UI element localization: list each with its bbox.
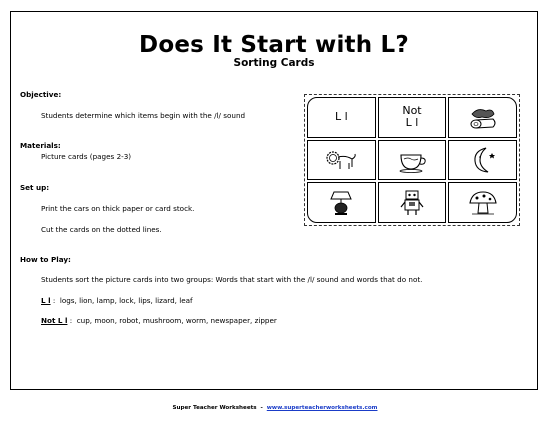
objective-heading: Objective: bbox=[20, 90, 62, 99]
card-logs bbox=[448, 97, 517, 138]
page-footer bbox=[0, 405, 550, 411]
how-to-play-text: Students sort the picture cards into two groups: Words that start with the /l/ sound and words that do not. bbox=[41, 275, 423, 284]
moon-icon bbox=[466, 145, 500, 175]
not-ll-words-line bbox=[41, 316, 277, 325]
not-ll-label: Not L l bbox=[41, 316, 68, 325]
ll-separator: : bbox=[50, 296, 60, 305]
mushroom-icon bbox=[466, 188, 500, 218]
card-cup bbox=[378, 140, 447, 181]
card-robot bbox=[378, 182, 447, 223]
ll-words-line bbox=[41, 296, 193, 305]
footer-separator: - bbox=[256, 405, 267, 411]
lamp-icon bbox=[324, 188, 358, 218]
card-not-letters: L l bbox=[405, 116, 419, 130]
not-ll-words: cup, moon, robot, mushroom, worm, newspaper, zipper bbox=[76, 316, 277, 325]
objective-text: Students determine which items begin with the /l/ sound bbox=[41, 111, 246, 120]
materials-text: Picture cards (pages 2-3) bbox=[41, 152, 132, 161]
setup-heading: Set up: bbox=[20, 183, 50, 192]
card-ll-header bbox=[307, 97, 376, 138]
not-ll-separator: : bbox=[67, 316, 77, 325]
robot-icon bbox=[395, 188, 429, 218]
card-mushroom bbox=[448, 182, 517, 223]
sorting-cards-preview bbox=[304, 94, 520, 226]
how-to-play-heading: How to Play: bbox=[20, 255, 71, 264]
footer-brand: Super Teacher Worksheets bbox=[172, 405, 257, 411]
page-title: Does It Start with L? bbox=[139, 32, 409, 58]
card-not-ll-header bbox=[378, 97, 447, 138]
card-lion bbox=[307, 140, 376, 181]
page-subtitle: Sorting Cards bbox=[233, 57, 315, 69]
logs-icon bbox=[466, 102, 500, 132]
card-not-ll-label bbox=[402, 105, 421, 129]
materials-heading: Materials: bbox=[20, 141, 61, 150]
ll-label: L l bbox=[41, 296, 51, 305]
setup-step-2: Cut the cards on the dotted lines. bbox=[41, 225, 162, 234]
card-not-word: Not bbox=[402, 104, 422, 118]
lion-icon bbox=[324, 145, 358, 175]
card-moon bbox=[448, 140, 517, 181]
cup-icon bbox=[395, 145, 429, 175]
worksheet-page bbox=[10, 11, 538, 390]
ll-words: logs, lion, lamp, lock, lips, lizard, leaf bbox=[59, 296, 193, 305]
card-ll-label: L l bbox=[334, 110, 348, 124]
card-lamp bbox=[307, 182, 376, 223]
footer-website-link[interactable]: www.superteacherworksheets.com bbox=[266, 405, 378, 411]
setup-step-1: Print the cars on thick paper or card stock. bbox=[41, 204, 195, 213]
